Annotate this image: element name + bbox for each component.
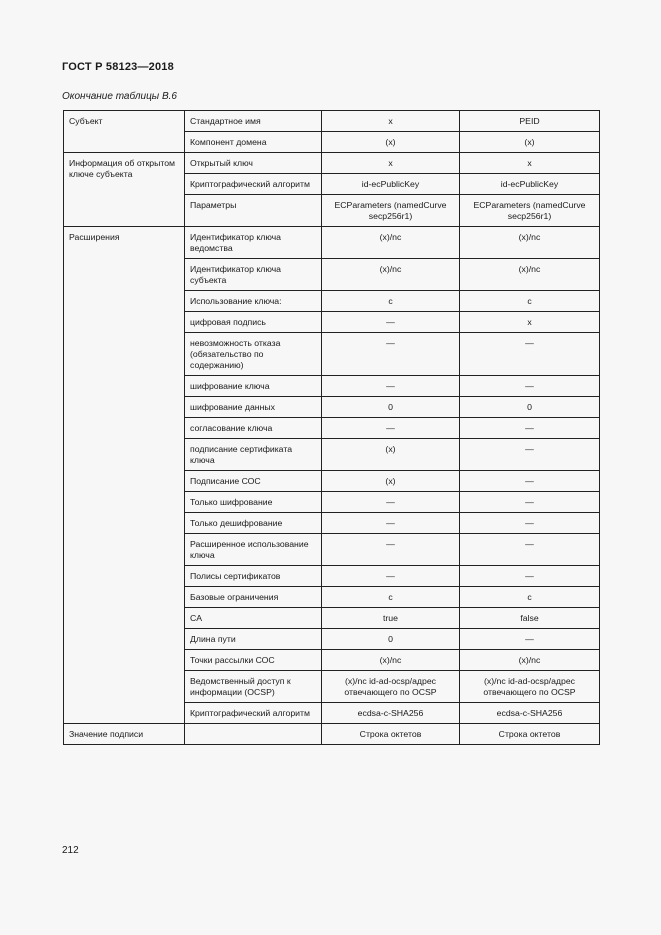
value-cell-b: (x)/nc — [460, 650, 600, 671]
value-cell-a: — — [322, 418, 460, 439]
value-cell-a: (x) — [322, 471, 460, 492]
value-cell-a: (x) — [322, 439, 460, 471]
value-cell-b: — — [460, 492, 600, 513]
group-label-cell: Расширения — [64, 227, 185, 724]
parameter-cell: Открытый ключ — [185, 153, 322, 174]
value-cell-b: (x) — [460, 132, 600, 153]
parameter-cell: шифрование данных — [185, 397, 322, 418]
value-cell-b: c — [460, 291, 600, 312]
value-cell-a: (x)/nc id-ad-ocsp/адрес отвечающего по OCSP — [322, 671, 460, 703]
value-cell-b: PEID — [460, 111, 600, 132]
value-cell-a: 0 — [322, 397, 460, 418]
value-cell-b: Строка октетов — [460, 724, 600, 745]
value-cell-b: ecdsa-c-SHA256 — [460, 703, 600, 724]
value-cell-a: x — [322, 111, 460, 132]
parameter-cell: Криптографический алгоритм — [185, 174, 322, 195]
value-cell-a: c — [322, 291, 460, 312]
parameter-cell: невозможность отказа (обязательство по содержанию) — [185, 333, 322, 376]
value-cell-a: ecdsa-c-SHA256 — [322, 703, 460, 724]
value-cell-b: — — [460, 471, 600, 492]
parameter-cell: Подписание СОС — [185, 471, 322, 492]
value-cell-b: x — [460, 312, 600, 333]
parameter-cell: Ведомственный доступ к информации (OCSP) — [185, 671, 322, 703]
value-cell-b: id-ecPublicKey — [460, 174, 600, 195]
value-cell-a: (x)/nc — [322, 227, 460, 259]
parameter-cell: Полисы сертификатов — [185, 566, 322, 587]
parameter-cell: подписание сертификата ключа — [185, 439, 322, 471]
parameter-cell: Использование ключа: — [185, 291, 322, 312]
value-cell-a: (x)/nc — [322, 259, 460, 291]
value-cell-a: true — [322, 608, 460, 629]
value-cell-b: — — [460, 418, 600, 439]
value-cell-a: Строка октетов — [322, 724, 460, 745]
parameter-cell: согласование ключа — [185, 418, 322, 439]
parameter-cell: Только шифрование — [185, 492, 322, 513]
value-cell-a: — — [322, 534, 460, 566]
value-cell-a: — — [322, 566, 460, 587]
page-number: 212 — [62, 845, 79, 856]
value-cell-b: 0 — [460, 397, 600, 418]
value-cell-b: — — [460, 566, 600, 587]
value-cell-b: false — [460, 608, 600, 629]
value-cell-a: 0 — [322, 629, 460, 650]
parameter-cell: Криптографический алгоритм — [185, 703, 322, 724]
value-cell-a: x — [322, 153, 460, 174]
group-label-cell: Значение подписи — [64, 724, 185, 745]
table-caption: Окончание таблицы В.6 — [62, 91, 177, 102]
parameter-cell: Расширенное использование ключа — [185, 534, 322, 566]
value-cell-b: c — [460, 587, 600, 608]
table-row — [64, 153, 600, 174]
parameter-cell: Параметры — [185, 195, 322, 227]
parameter-cell: Только дешифрование — [185, 513, 322, 534]
spec-table-body — [64, 111, 600, 745]
table-row — [64, 227, 600, 259]
value-cell-a: (x) — [322, 132, 460, 153]
value-cell-a: c — [322, 587, 460, 608]
value-cell-b: — — [460, 376, 600, 397]
value-cell-a: — — [322, 376, 460, 397]
value-cell-b: ECParameters (namedCurve secp256r1) — [460, 195, 600, 227]
parameter-cell: Базовые ограничения — [185, 587, 322, 608]
value-cell-a: ECParameters (namedCurve secp256r1) — [322, 195, 460, 227]
parameter-cell: Идентификатор ключа субъекта — [185, 259, 322, 291]
value-cell-a: id-ecPublicKey — [322, 174, 460, 195]
parameter-cell: CA — [185, 608, 322, 629]
spec-table — [63, 110, 600, 745]
value-cell-a: — — [322, 513, 460, 534]
value-cell-a: — — [322, 333, 460, 376]
value-cell-a: — — [322, 492, 460, 513]
value-cell-a: — — [322, 312, 460, 333]
group-label-cell: Субъект — [64, 111, 185, 153]
parameter-cell: Точки рассылки СОС — [185, 650, 322, 671]
parameter-cell: Компонент домена — [185, 132, 322, 153]
parameter-cell: цифровая подпись — [185, 312, 322, 333]
parameter-cell: Идентификатор ключа ведомства — [185, 227, 322, 259]
parameter-cell — [185, 724, 322, 745]
table-row — [64, 111, 600, 132]
value-cell-b: — — [460, 629, 600, 650]
document-header: ГОСТ Р 58123—2018 — [62, 61, 174, 73]
value-cell-b: — — [460, 439, 600, 471]
value-cell-b: — — [460, 534, 600, 566]
parameter-cell: Стандартное имя — [185, 111, 322, 132]
table-row — [64, 724, 600, 745]
value-cell-b: (x)/nc id-ad-ocsp/адрес отвечающего по OCSP — [460, 671, 600, 703]
parameter-cell: шифрование ключа — [185, 376, 322, 397]
group-label-cell: Информация об открытом ключе субъекта — [64, 153, 185, 227]
value-cell-b: (x)/nc — [460, 259, 600, 291]
value-cell-b: x — [460, 153, 600, 174]
value-cell-b: — — [460, 333, 600, 376]
value-cell-b: (x)/nc — [460, 227, 600, 259]
value-cell-a: (x)/nc — [322, 650, 460, 671]
parameter-cell: Длина пути — [185, 629, 322, 650]
value-cell-b: — — [460, 513, 600, 534]
